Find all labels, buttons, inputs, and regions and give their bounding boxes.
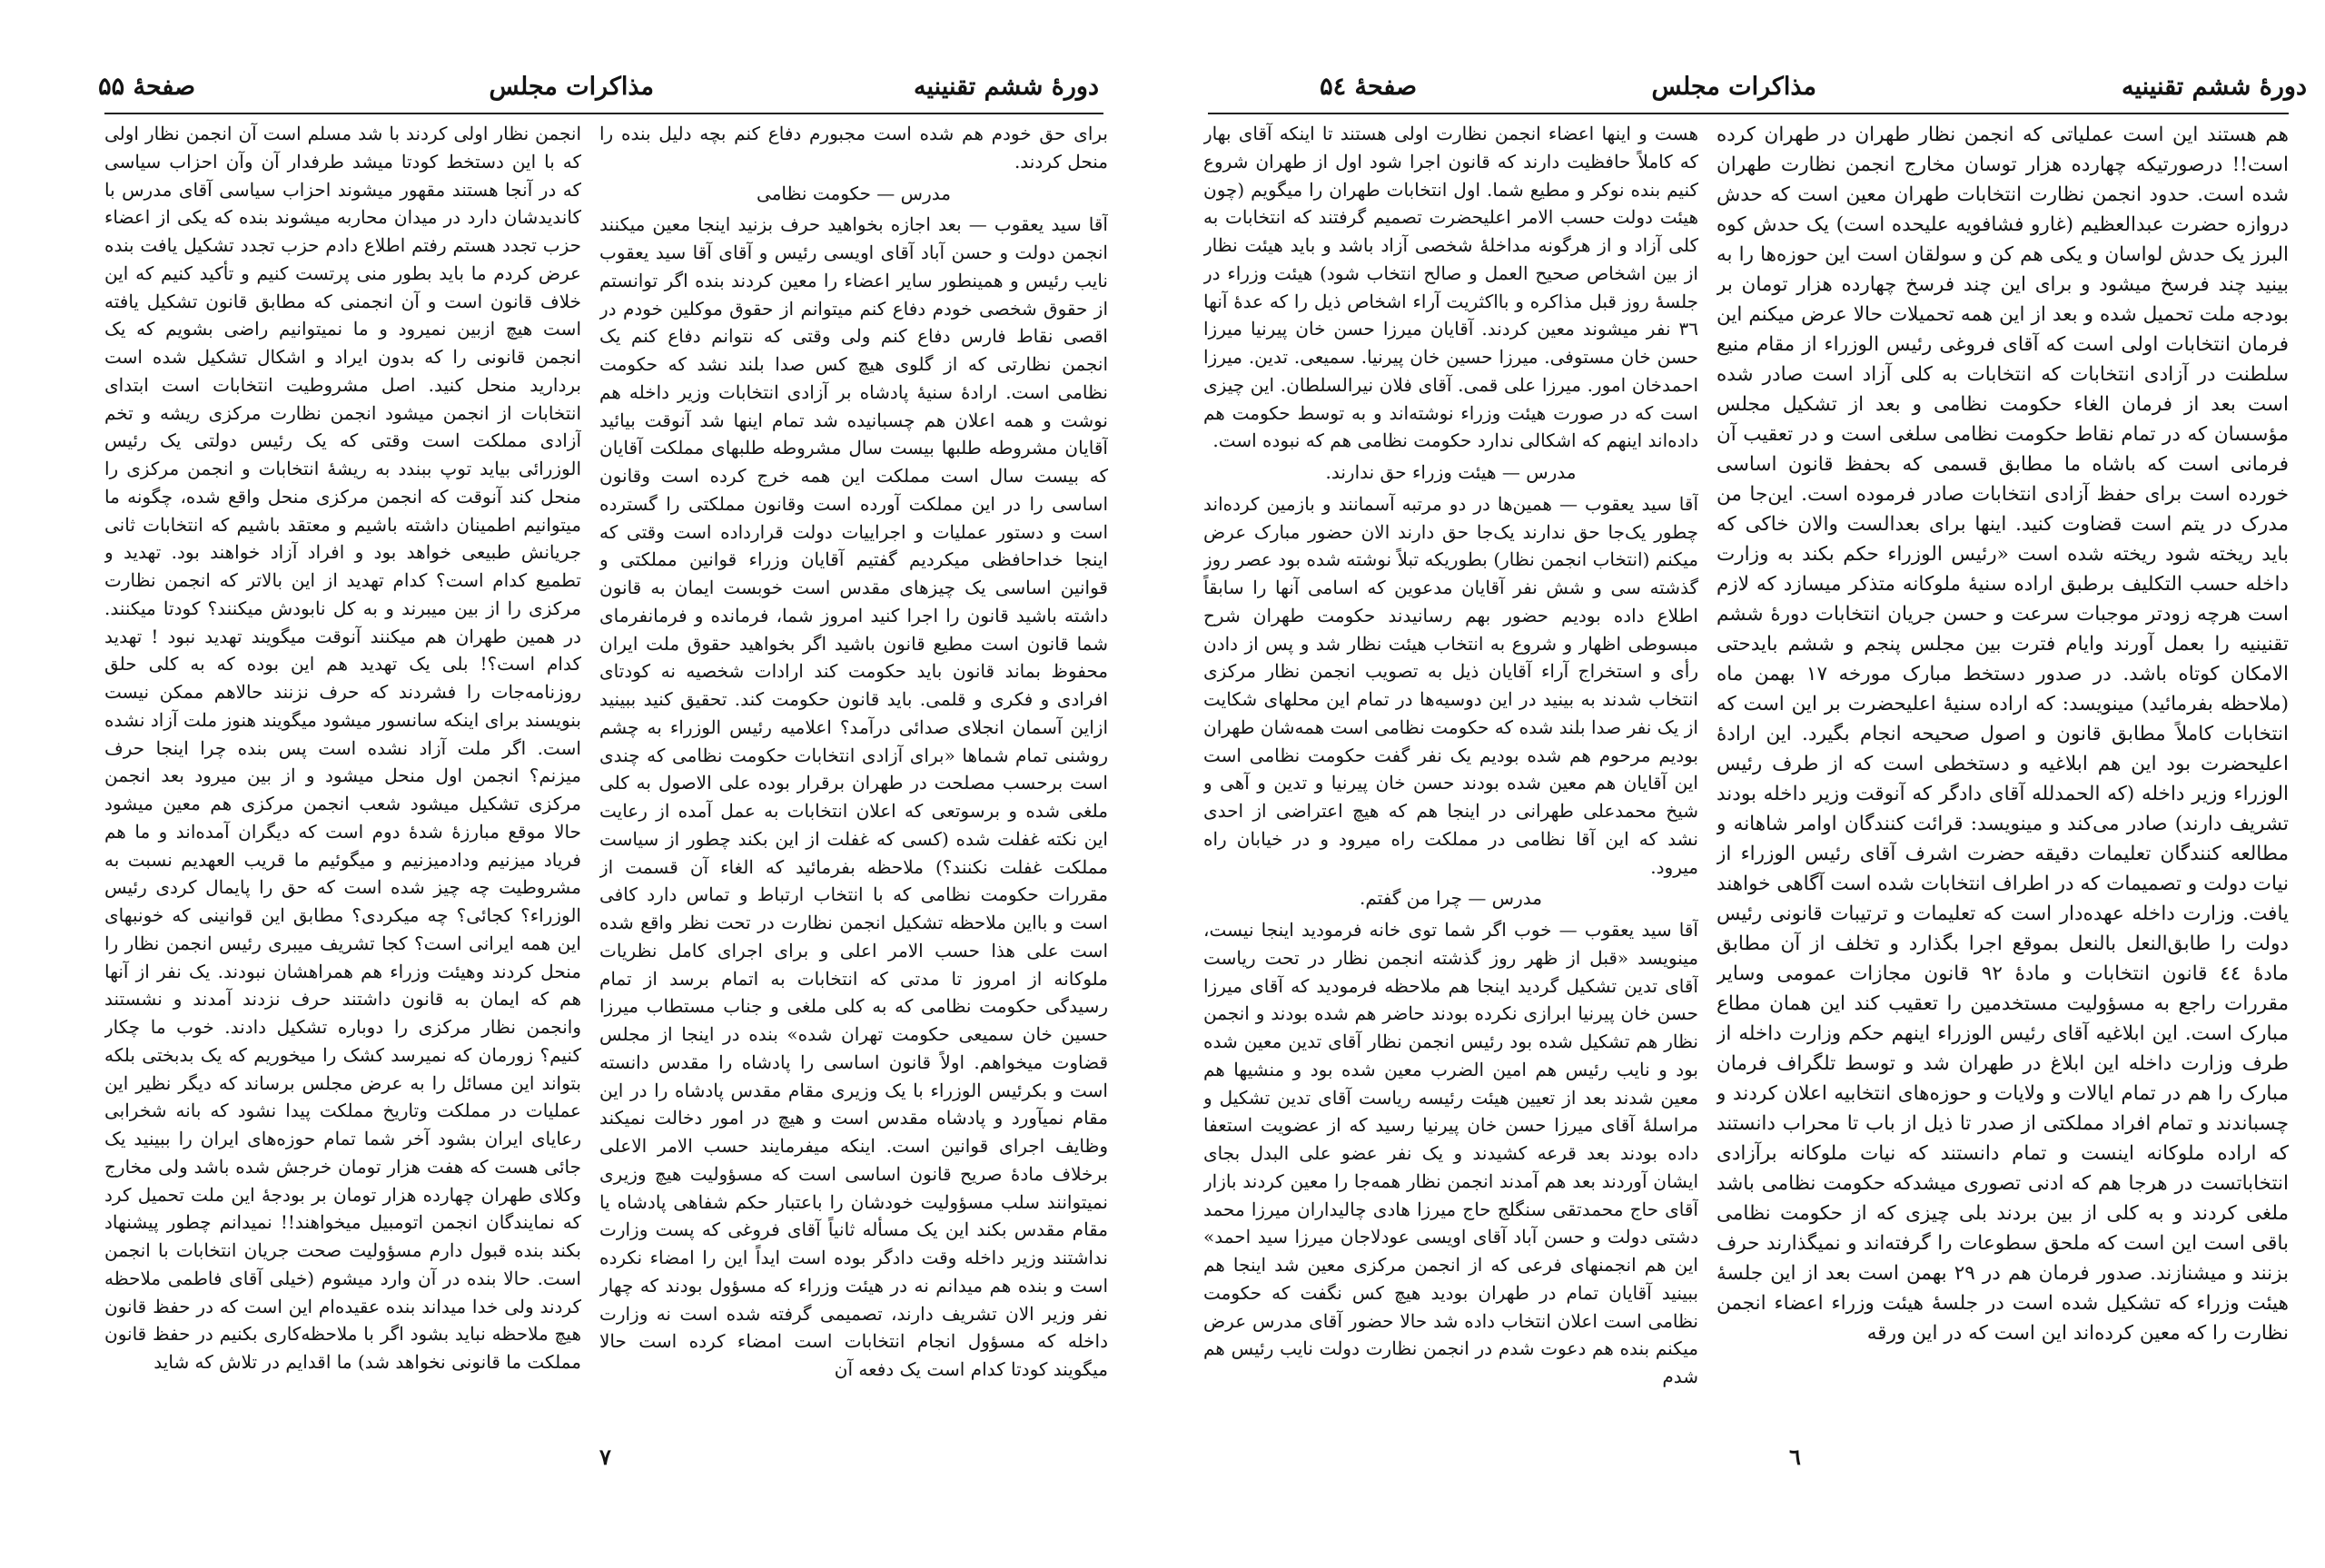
column-left — [104, 120, 581, 1436]
header-rule — [104, 113, 1103, 114]
header-period-title: دورهٔ ششم تقنینیه — [2122, 73, 2307, 101]
header-journal-title: مذاکرات مجلس — [489, 73, 654, 101]
header-journal-title: مذاکرات مجلس — [1651, 73, 1816, 101]
page-header — [1172, 73, 2325, 118]
paragraph: هست و اینها اعضاء انجمن نظارت اولی هستند تا اینکه آقای بهار که کاملاً حافظیت دارند که قانون اجرا شود اول از طهران شروع کنیم بنده نوکر و مطیع شما. اول انتخابات طهران را میگویم (چون هیئت دولت حسب الامر اعلیحضرت تصمیم گرفتند که انتخابات به کلی آزاد و از هرگونه مداخلهٔ شخصی آزاد باشد و باید هیئت نظار از بین اشخاص صحیح العمل و صالح انتخاب شود) هیئت وزراء در جلسهٔ روز قبل مذاکره و بااکثریت آراء اشخاص ذیل را که عدهٔ آنها ۳٦ نفر میشوند معین کردند. آقایان میرزا حسن خان پیرنیا میرزا حسن خان مستوفی. میرزا حسین خان پیرنیا. سمیعی. تدین. میرزا احمدخان امور. میرزا علی قمی. آقای فلان نیرالسلطان. این چیزی است که در صورت هیئت وزراء نوشته‌اند و به توسط حکومت هم داده‌اند اینهم که اشکالی ندارد حکومت نظامی هم که نبوده است. — [1203, 123, 1698, 452]
page-folio: ٧ — [599, 1444, 611, 1470]
column-right — [1717, 120, 2289, 1436]
header-period-title: دورهٔ ششم تقنینیه — [914, 73, 1099, 101]
paragraph: برای حق خودم هم شده است مجبورم دفاع کنم بچه دلیل بنده را منحل کردند. — [599, 123, 1108, 173]
column-right — [599, 120, 1108, 1436]
paragraph: هم هستند این است عملیاتی که انجمن نظار طهران در طهران کرده است!! درصورتیکه چهارده هزار توسان مخارج انجمن نظارت طهران شده است. حدود انجمن نظارت انتخابات طهران معین است که حدش دروازه حضرت عبدالعظیم (غارو فشافویه علیحده است) یک حدش کوه البرز یک حدش لواسان و یکی هم کن و سولقان است این حوزه‌ها را به بینید چند فرسخ میشود و برای این چند فرسخ چهارده هزار تومان بر بودجه ملت تحمیل شده و بعد از این همه تحمیلات حالا عرض میکنم این فرمان انتخابات اولی است که آقای فروغی رئیس الوزراء از مقام منیع سلطنت در آزادی انتخابات که انتخابات به کلی آزاد است صادر شده است بعد از فرمان الغاء حکومت نظامی و بعد از تشکیل مجلس مؤسسان که در تمام نقاط حکومت نظامی سلغی است و در تعقیب آن فرمانی است که باشاه ما مطابق قسمی که بحفظ قانون اساسی خورده است برای حفظ آزادی انتخابات صادر فرموده است. این‌جا من مدرک در یتم است قضاوت کنید. اینها برای بعدالست والان خاکی که باید ریخته شود ریخته شده است «رئیس الوزراء حکم بکند به وزارت داخله حسب التکلیف برطبق اراده سنیهٔ ملوکانه متذکر میسازد که لازم است هرچه زودتر موجبات سرعت و حسن جریان انتخابات دورهٔ ششم تقنینیه را بعمل آورند وایام فترت بین مجلس پنجم و ششم بایدحتی الامکان کوتاه باشد. در صدور دستخط مبارک مورخه ۱۷ بهمن ماه (ملاحظه بفرمائید) مینویسد: که اراده سنیهٔ اعلیحضرت بر این است که انتخابات کاملاً مطابق قانون و اصول صحیحه انجام بگیرد. این ارادهٔ اعلیحضرت بود این هم ابلاغیه و دستخطی است که از طرف رئیس الوزراء وزیر داخله (که الحمدلله آقای دادگر که آنوقت وزیر داخله بودند تشریف دارند) صادر می‌کند و مینویسد: قرائت کنندگان اوامر شاهانه و مطالعه کنندگان تعلیمات دقیقه حضرت اشرف آقای رئیس الوزراء از نیات دولت و تصمیمات که در اطراف انتخابات شده است آگاهی خواهند یافت. وزارت داخله عهده‌دار است که تعلیمات و ترتیبات قانونی رئیس دولت را طابق‌النعل بالنعل بموقع اجرا بگذارد و تخلف از آن مطابق مادهٔ ٤٤ قانون انتخابات و مادهٔ ۹۲ قانون مجازات عمومی وسایر مقررات راجع به مسؤولیت مستخدمین را تعقیب کند این همان مطاع مبارک است. این ابلاغیه آقای رئیس الوزراء اینهم حکم وزارت داخله از طرف وزارت داخله این ابلاغ در طهران شد و توسط تلگراف فرمان مبارک را هم در تمام ایالات و ولایات و حوزه‌های انتخابیه اعلان کردند و چسباندند و تمام افراد مملکتی از صدر تا ذیل از باب تا محراب دانستند که اراده ملوکانه اینست و تمام دانستند که نیات ملوکانه برآزادی انتخاباتست در هرجا هم که ادنی تصوری میشدکه حکومت نظامی باشد ملغی کردند و به کلی از بین بردند بلی چیزی که از حکومت نظامی باقی است این است که ملحق سطوعات را گرفته‌اند و نمیگذارند حرف بزنند و میشنازند. صدور فرمان هم در ۲۹ بهمن است بعد از این جلسهٔ هیئت وزراء که تشکیل شده است در جلسهٔ هیئت وزراء اعضاء انجمن نظارت را که معین کرده‌اند این است که در این ورقه — [1717, 123, 2289, 1345]
header-rule — [1208, 113, 2289, 114]
paragraph: آقا سید یعقوب — همین‌ها در دو مرتبه آسمانند و بازمین کرده‌اند چطور یک‌جا حق ندارند یک‌جا حق دارند الان حضور مبارک عرض میکنم (انتخاب انجمن نظار) بطوریکه تبلاً نوشته شده بود عصر روز گذشته سی و شش نفر آقایان مدعوین که اسامی آنها را سابقاً اطلاع داده بودیم حضور بهم رسانیدند حکومت طهران شرح مبسوطی اظهار و شروع به انتخاب هیئت نظار شد و پس از دادن رأی و استخراج آراء آقایان ذیل به تصویب انجمن نظار مرکزی انتخاب شدند به بینید در این دوسیه‌ها در تمام این محلهای شکایت از یک نفر صدا بلند شده که حکومت نظامی است همه‌شان طهران بودیم مرحوم هم شده بودیم یک نفر گفت حکومت نظامی است این آقایان هم معین شده بودند حسن خان پیرنیا و تدین و آهی و شیخ محمدعلی طهرانی در اینجا هم که هیچ اعتراضی از احدی نشد که این آقا نظامی در مملکت راه میرود و در خیابان راه میرود. — [1203, 492, 1698, 878]
page-54 — [1172, 0, 2325, 1568]
column-left — [1203, 120, 1698, 1436]
page-header — [0, 73, 1172, 118]
paragraph: آقا سید یعقوب — بعد اجازه بخواهید حرف بزنید اینجا معین میکنند انجمن دولت و حسن آباد آقای اویسی رئیس و آقای آقا سید یعقوب نایب رئیس و همینطور سایر اعضاء را معین کردند بنده اگر توانستم از حقوق شخصی خودم دفاع کنم میتوانم از حقوق موکلین خودم در اقصی نقاط فارس دفاع کنم ولی وقتی که نتوانم دفاع کنم یک انجمن نظارتی که از گلوی هیچ کس صدا بلند نشد که حکومت نظامی است. ارادهٔ سنیهٔ پادشاه بر آزادی انتخابات وزیر داخله هم نوشت و همه اعلان هم چسبانیده شد تمام اینها شد آنوقت بیائید آقایان مشروطه طلبها بیست سال مشروطه طلبهای مملکت آقایان که بیست سال است مملکت این همه خرج کرده است وقانون اساسی را در این مملکت آورده است وقانون مملکتی را گسترده است و دستور عملیات و اجراییات دولت قرارداده است وقتی که اینجا خداحافظی میکردیم گفتیم آقایان وزراء قوانین مملکتی و قوانین اساسی یک چیزهای مقدس است خوبست ایمان به قانون داشته باشید قانون را اجرا کنید امروز شما، فرمانده و فرمانفرمای شما قانون است مطیع قانون باشید اگر بخواهید حقوق ملت ایران محفوظ بماند قانون باید حکومت کند ارادات شخصیه نه کودتای افرادی و فکری و قلمی. باید قانون حکومت کند. تحقیق کنید ببینید ازاین آسمان انجلای صدائی درآمد؟ اعلامیه رئیس الوزراء به چشم روشنی تمام شماها «برای آزادی انتخابات حکومت نظامی که چندی است برحسب مصلحت در طهران برقرار بوده علی الاصول به کلی ملغی شده و برسوتعی که اعلان انتخابات به عمل آمده از رعایت این نکته غفلت شده (کسی که غفلت از این بکند چطور از سیاست مملکت غفلت نکنند؟) ملاحظه بفرمائید که الغاء آن قسمت از مقررات حکومت نظامی که با انتخاب ارتباط و تماس دارد کافی است و بااین ملاحظه تشکیل انجمن نظارت در تحت نظر واقع شده است علی هذا حسب الامر اعلی و برای اجرای کامل نظریات ملوکانه از امروز تا مدتی که انتخابات به اتمام برسد از تمام رسیدگی حکومت نظامی که به کلی ملغی و جناب مستطاب میرزا حسین خان سمیعی حکومت تهران شده» بنده در اینجا از مجلس قضاوت میخواهم. اولاً قانون اساسی را پادشاه را مقدس دانسته است و بکرئیس الوزراء با یک وزیری مقام مقدس پادشاه را در این مقام نمیآورد و پادشاه مقدس است و هیچ در امور دخالت نمیکند وظایف اجرای قوانین است. اینکه میفرمایند حسب الامر الاعلی برخلاف مادهٔ صریح قانون اساسی است که مسؤولیت هیچ وزیری نمیتوانند سلب مسؤولیت خودشان را باعتبار حکم شفاهی پادشاه یا مقام مقدس بکند این یک مسأله ثانیاً آقای فروغی که پست وزارت نداشتند وزیر داخله وقت دادگر بوده است ایداً این را امضاء نکرده است و بنده هم میدانم نه در هیئت وزراء که مسؤول بودند که چهار نفر وزیر الان تشریف دارند، تصمیمی گرفته شده است نه وزارت داخله که مسؤول انجام انتخابات است امضاء کرده است حالا میگویند کودتا کدام است یک دفعه آن — [599, 213, 1108, 1380]
paragraph: انجمن نظار اولی کردند با شد مسلم است آن انجمن نظار اولی که با این دستخط کودتا میشد طرفدار آن وآن احزاب سیاسی که در آنجا هستند مقهور میشوند احزاب سیاسی آقای مدرس با کاندیدشان دارد در میدان محاربه میشوند بنده که یکی از اعضاء حزب تجدد هستم رفتم اطلاع دادم حزب تجدد تشکیل یافت بنده عرض کردم ما باید بطور منی پرتست کنیم و تأکید کنیم که این خلاف قانون است و آن انجمنی که مطابق قانون تشکیل یافته است هیچ ازبین نمیرود و ما نمیتوانیم راضی بشویم که یک انجمن قانونی را که بدون ایراد و اشکال تشکیل شده است بردارید منحل کنید. اصل مشروطیت انتخابات است ابتدای انتخابات از انجمن میشود انجمن نظارت مرکزی ریشه و تخم آزادی مملکت است وقتی که یک رئیس دولتی یک رئیس الوزرائی بیاید توپ ببندد به ریشهٔ انتخابات و انجمن مرکزی را منحل کند آنوقت که انجمن مرکزی منحل واقع شده، چگونه ما میتوانیم اطمینان داشته باشیم و معتقد باشیم که انتخابات ثانی جریانش طبیعی خواهد بود و افراد آزاد خواهند بود. تهدید و تطمیع کدام است؟ کدام تهدید از این بالاتر که انجمن نظارت مرکزی را از بین میبرند و به کل نابودش میکنند؟ کودتا میکنند. در همین طهران هم میکنند آنوقت میگویند تهدید نبود ! تهدید کدام است؟! بلی یک تهدید هم این بوده که به کلی حلق روزنامه‌جات را فشردند که حرف نزنند حالاهم ممکن نیست بنویسند برای اینکه سانسور میشود میگویند هنوز ملت آزاد نشده است. اگر ملت آزاد نشده است پس بنده چرا اینجا حرف میزنم؟ انجمن اول منحل میشود و از بین میرود بعد انجمن مرکزی تشکیل میشود شعب انجمن مرکزی هم معین میشود حالا موقع مبارزهٔ شدهٔ دوم است که دیگران آمده‌اند و ما هم فریاد میزنیم ودادمیزنیم و میگوئیم ما قریب العهدیم نسبت به مشروطیت چه چیز شده است که حق را پایمال کردی رئیس الوزراء؟ کجائی؟ چه میکردی؟ مطابق این قوانینی که خونبهای این همه ایرانی است؟ کجا تشریف میبری رئیس انجمن نظار را منحل کردند وهیئت وزراء هم همراهشان نبودند. یک نفر از آنها هم که ایمان به قانون داشتند حرف نزدند آمدند و نشستند وانجمن نظار مرکزی را دوباره تشکیل دادند. خوب ما چکار کنیم؟ زورمان که نمیرسد کشک را میخوریم که یک بدبختی بلکه بتواند این مسائل را به عرض مجلس برساند که دیگر نظیر این عملیات در مملکت وتاریخ مملکت پیدا نشود که بانه شخرابی رعایای ایران بشود آخر شما تمام حوزه‌های ایران را ببینید یک جائی هست که هفت هزار تومان خرجش شده باشد ولی مخارج وکلای طهران چهارده هزار تومان بر بودجهٔ این ملت تحمیل کرد که نمایندگان انجمن اتومبیل میخواهند!! نمیدانم چطور پیشنهاد بکند بنده قبول دارم مسؤولیت صحت جریان انتخابات با انجمن است. حالا بنده در آن وارد میشوم (خیلی آقای فاطمی ملاحظه کردند ولی خدا میداند بنده عقیده‌ام این است که در حفظ قانون هیچ ملاحظه نباید بشود اگر با ملاحظه‌کاری بکنیم در حفظ قانون مملکت ما قانونی نخواهد شد) ما اقدایم در تلاش که شاید — [104, 123, 581, 1373]
header-page-number: صفحهٔ ۵۵ — [98, 73, 195, 101]
paragraph: آقا سید یعقوب — خوب اگر شما توی خانه فرمودید اینجا نیست، مینویسد «قبل از ظهر روز گذشته انجمن نظار در تحت ریاست آقای تدین تشکیل گردید اینجا هم ملاحظه فرمودید که آقای میرزا حسن خان پیرنیا ابرازی نکرده بودند حاضر هم شده بودند و انجمن نظار هم تشکیل شده بود رئیس انجمن نظار آقای تدین معین شده بود و نایب رئیس هم امین الضرب معین شده بود و منشیها هم معین شدند بعد از تعیین هیئت رئیسه ریاست آقای تدین تشکیل و مراسلهٔ آقای میرزا حسن خان پیرنیا رسید که از عضویت استعفا داده بودند بعد قرعه کشیدند و یک نفر عضو علی البدل بجای ایشان آوردند بعد هم آمدند انجمن نظار همه‌جا را معین کردند بازار آقای حاج محمدتقی سنگلج حاج میرزا هادی چالیداران میرزا محمد دشتی دولت و حسن آباد آقای اویسی عودلاجان میرزا سید احمد» این هم انجمنهای فرعی که از انجمن مرکزی معین شد اینجا هم ببینید آقایان تمام در طهران بودید هیچ کس نگفت که حکومت نظامی است اعلان انتخاب داده شد حالا حضور آقای مدرس عرض میکنم بنده هم دعوت شدم در انجمن نظارت دولت نایب رئیس هم شدم — [1203, 919, 1698, 1387]
paragraph: مدرس — هیئت وزراء حق ندارند. — [1325, 461, 1577, 483]
paragraph: مدرس — چرا من گفتم. — [1360, 887, 1542, 910]
paragraph: مدرس — حکومت نظامی — [757, 182, 951, 204]
page-folio: ٦ — [1789, 1444, 1801, 1470]
header-page-number: صفحهٔ ۵٤ — [1320, 73, 1417, 101]
